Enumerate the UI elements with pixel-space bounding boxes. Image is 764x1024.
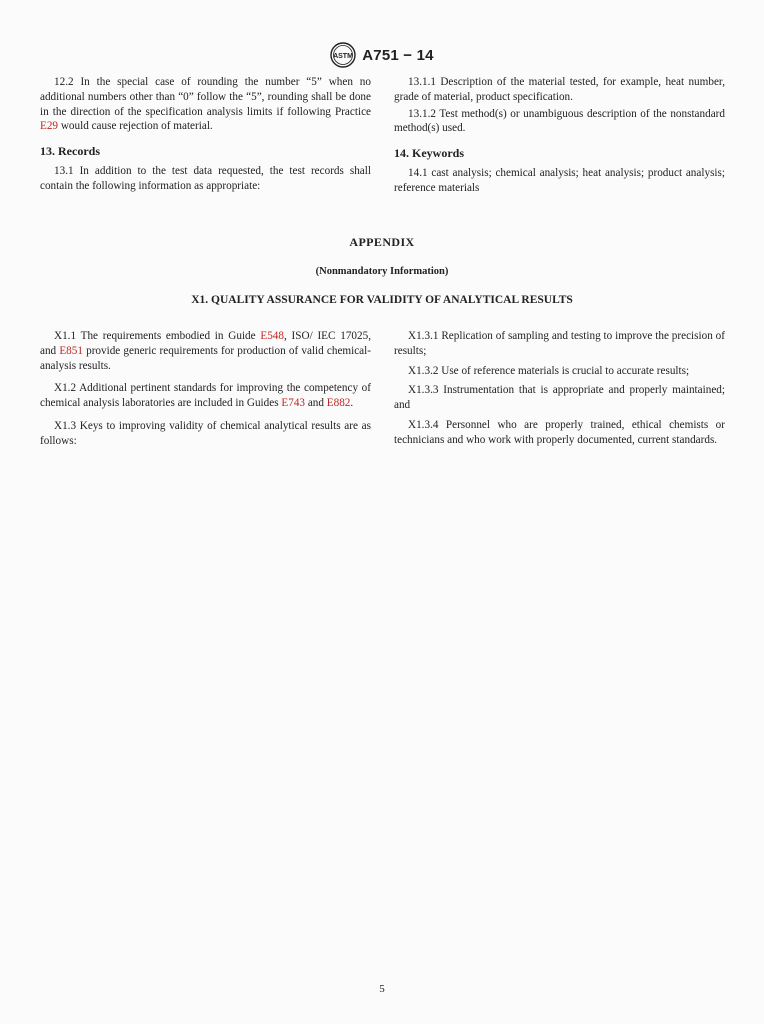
astm-logo-icon [330, 42, 356, 68]
section-13-title: 13. Records [40, 144, 100, 159]
para-x1-3: X1.3 Keys to improving validity of chemical analytical results are as follows: [40, 419, 371, 447]
para-x1-3-1: X1.3.1 Replication of sampling and testing to improve the precision of results; [394, 330, 725, 357]
appendix-section-title: X1. QUALITY ASSURANCE FOR VALIDITY OF ANALYTICAL RESULTS [191, 294, 573, 306]
top-left-column [40, 75, 371, 200]
para-12-2: 12.2 In the special case of rounding the number “5” when no additional numbers other than “0” follow the “5”, rounding shall be done in the direction of the specification analysis limits if following Practice E29 would cause rejection of material. [40, 76, 371, 133]
para-x1-1: X1.1 The requirements embodied in Guide E548, ISO/ IEC 17025, and E851 provide generic requirements for production of valid chemical-analysis results. [40, 330, 371, 372]
para-13-1-2: 13.1.2 Test method(s) or unambiguous description of the nonstandard method(s) used. [394, 107, 725, 135]
logo-text: ASTM [333, 53, 354, 60]
para-x1-3-4: X1.3.4 Personnel who are properly trained, ethical chemists or technicians and who work with properly documented, current standards. [394, 418, 725, 446]
appendix-title: APPENDIX [349, 235, 415, 249]
link-e29[interactable]: E29 [40, 120, 59, 133]
top-right-column [394, 75, 725, 202]
para-x1-3-3: X1.3.3 Instrumentation that is appropriate and properly maintained; and [394, 384, 725, 412]
section-14-title: 14. Keywords [394, 146, 464, 161]
document-designation: A751 − 14 [362, 46, 434, 64]
page-header [0, 42, 764, 68]
bottom-left-column [40, 329, 371, 455]
page-number: 5 [379, 983, 385, 995]
para-14-1: 14.1 cast analysis; chemical analysis; heat analysis; product analysis; reference materials [394, 166, 725, 194]
link-e882[interactable]: E882 [326, 397, 351, 410]
appendix-subtitle: (Nonmandatory Information) [315, 266, 449, 277]
link-e743[interactable]: E743 [281, 397, 306, 410]
para-x1-3-2: X1.3.2 Use of reference materials is crucial to accurate results; [408, 364, 690, 377]
link-e548[interactable]: E548 [260, 330, 284, 342]
para-x1-2: X1.2 Additional pertinent standards for improving the competency of chemical analysis laboratories are included in Guides E743 and E882. [40, 382, 371, 410]
link-e851[interactable]: E851 [59, 344, 83, 357]
bottom-right-column [394, 329, 725, 454]
para-13-1-1: 13.1.1 Description of the material tested, for example, heat number, grade of material, product specification. [394, 76, 725, 103]
para-13-1: 13.1 In addition to the test data requested, the test records shall contain the following information as appropriate: [40, 164, 371, 192]
